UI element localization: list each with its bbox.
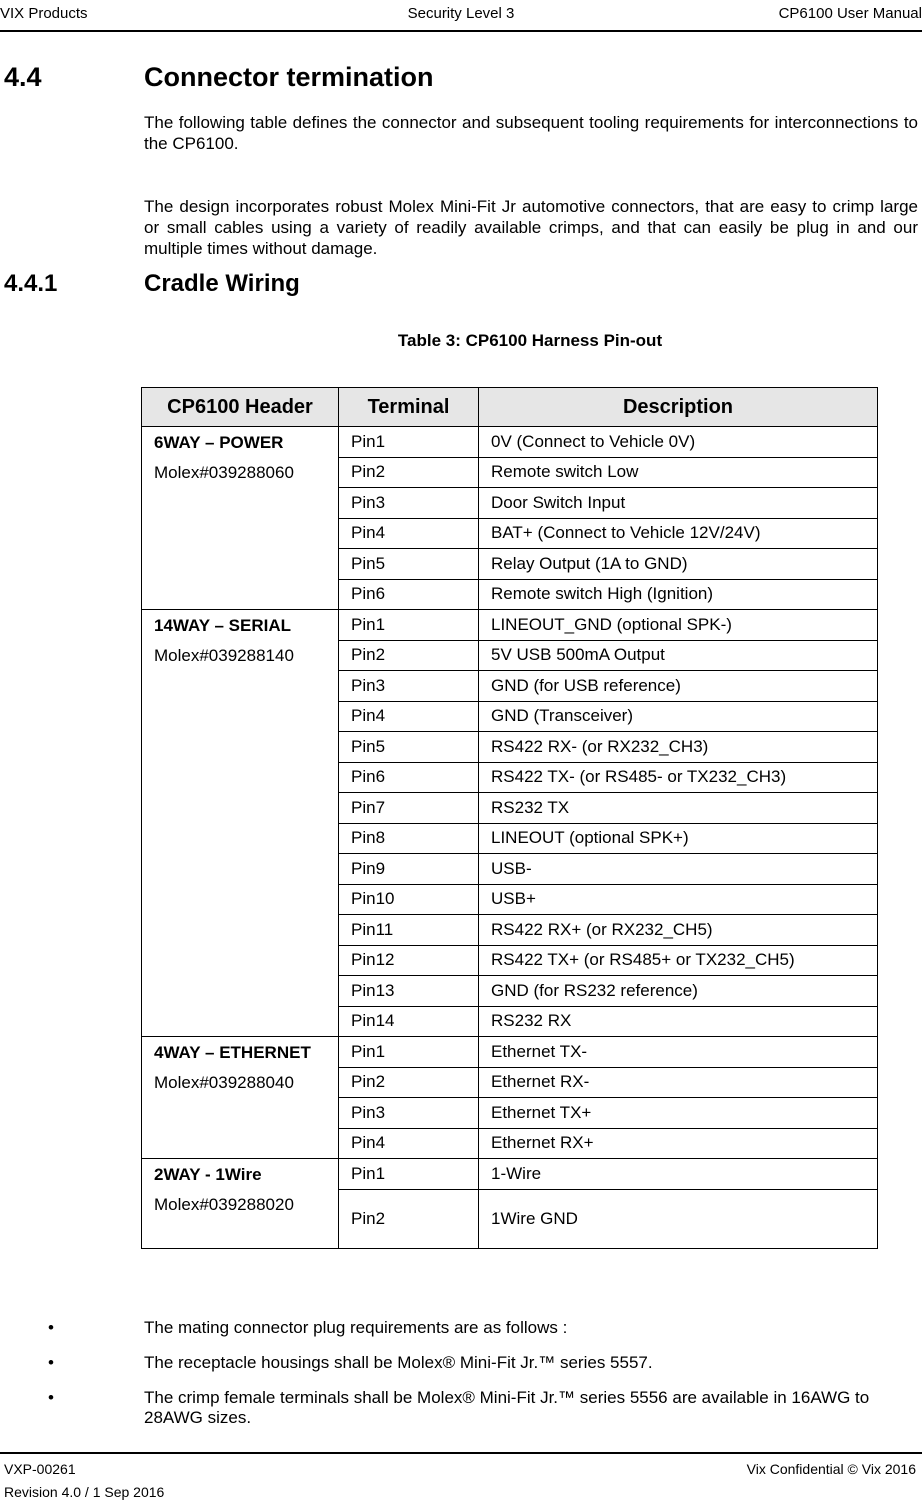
- page-footer: [0, 1452, 922, 1500]
- section-number: 4.4: [4, 62, 42, 92]
- table-row: [142, 610, 878, 641]
- terminal-cell: Pin1: [339, 1159, 479, 1190]
- section-heading: [4, 62, 434, 93]
- description-cell: Ethernet TX-: [479, 1037, 878, 1068]
- terminal-cell: Pin1: [339, 1037, 479, 1068]
- connector-part-number: Molex#039288060: [154, 463, 294, 482]
- terminal-cell: Pin4: [339, 701, 479, 732]
- description-cell: Relay Output (1A to GND): [479, 549, 878, 580]
- connector-group-cell: [142, 610, 339, 1037]
- description-cell: BAT+ (Connect to Vehicle 12V/24V): [479, 518, 878, 549]
- bullet-icon: •: [48, 1353, 54, 1372]
- description-cell: Remote switch Low: [479, 457, 878, 488]
- description-cell: 1Wire GND: [479, 1189, 878, 1248]
- terminal-cell: Pin10: [339, 884, 479, 915]
- bullet-icon: •: [48, 1388, 54, 1407]
- terminal-cell: Pin6: [339, 579, 479, 610]
- description-cell: RS232 RX: [479, 1006, 878, 1037]
- design-paragraph: The design incorporates robust Molex Mini-Fit Jr automotive connectors, that are easy to crimp large or small cables using a variety of readily available crimps, and that can easily be plug in and our multiple times without damage.: [144, 197, 918, 258]
- table-row: [142, 1037, 878, 1068]
- bullet-text: The crimp female terminals shall be Molex® Mini-Fit Jr.™ series 5556 are available in 16AWG to 28AWG sizes.: [144, 1388, 870, 1427]
- terminal-cell: Pin12: [339, 945, 479, 976]
- connector-part-number: Molex#039288020: [154, 1195, 294, 1214]
- terminal-cell: Pin5: [339, 732, 479, 763]
- description-cell: LINEOUT_GND (optional SPK-): [479, 610, 878, 641]
- description-cell: GND (for RS232 reference): [479, 976, 878, 1007]
- table-header-row: [142, 388, 878, 427]
- terminal-cell: Pin4: [339, 1128, 479, 1159]
- header-document-title: CP6100 User Manual: [778, 5, 922, 22]
- description-cell: USB-: [479, 854, 878, 885]
- description-cell: Remote switch High (Ignition): [479, 579, 878, 610]
- subsection-number: 4.4.1: [4, 270, 58, 297]
- terminal-cell: Pin7: [339, 793, 479, 824]
- description-cell: Ethernet RX+: [479, 1128, 878, 1159]
- column-header-description: Description: [479, 388, 878, 427]
- description-cell: USB+: [479, 884, 878, 915]
- connector-group-cell: [142, 1037, 339, 1159]
- description-cell: RS422 RX- (or RX232_CH3): [479, 732, 878, 763]
- footer-revision: Revision 4.0 / 1 Sep 2016: [4, 1484, 165, 1500]
- description-cell: Door Switch Input: [479, 488, 878, 519]
- connector-group-title: 14WAY – SERIAL: [154, 616, 292, 635]
- list-item: [48, 1353, 918, 1373]
- footer-confidential: Vix Confidential © Vix 2016: [746, 1461, 916, 1477]
- terminal-cell: Pin14: [339, 1006, 479, 1037]
- terminal-cell: Pin2: [339, 1189, 479, 1248]
- terminal-cell: Pin3: [339, 488, 479, 519]
- description-cell: Ethernet RX-: [479, 1067, 878, 1098]
- description-cell: GND (for USB reference): [479, 671, 878, 702]
- connector-group-cell: [142, 1159, 339, 1249]
- terminal-cell: Pin8: [339, 823, 479, 854]
- table-caption: Table 3: CP6100 Harness Pin-out: [397, 331, 663, 350]
- description-cell: RS422 TX+ (or RS485+ or TX232_CH5): [479, 945, 878, 976]
- terminal-cell: Pin5: [339, 549, 479, 580]
- connector-group-title: 2WAY - 1Wire: [154, 1165, 262, 1184]
- list-item: [48, 1388, 918, 1428]
- terminal-cell: Pin2: [339, 1067, 479, 1098]
- description-cell: LINEOUT (optional SPK+): [479, 823, 878, 854]
- column-header-terminal: Terminal: [339, 388, 479, 427]
- footer-doc-id: VXP-00261: [4, 1461, 76, 1477]
- connector-part-number: Molex#039288140: [154, 646, 294, 665]
- bullet-text: The receptacle housings shall be Molex® Mini-Fit Jr.™ series 5557.: [144, 1353, 653, 1372]
- harness-pinout-table: [141, 387, 878, 1249]
- terminal-cell: Pin4: [339, 518, 479, 549]
- terminal-cell: Pin11: [339, 915, 479, 946]
- header-security-level: Security Level 3: [407, 5, 515, 22]
- table-row: [142, 1159, 878, 1190]
- terminal-cell: Pin1: [339, 610, 479, 641]
- section-title: Connector termination: [144, 62, 434, 92]
- bullet-icon: •: [48, 1318, 54, 1337]
- description-cell: 1-Wire: [479, 1159, 878, 1190]
- list-item: [48, 1318, 918, 1338]
- terminal-cell: Pin6: [339, 762, 479, 793]
- description-cell: Ethernet TX+: [479, 1098, 878, 1129]
- terminal-cell: Pin9: [339, 854, 479, 885]
- table-body: [142, 427, 878, 1249]
- requirements-list: [48, 1318, 918, 1443]
- column-header-cp6100-header: CP6100 Header: [142, 388, 339, 427]
- connector-group-title: 6WAY – POWER: [154, 433, 284, 452]
- header-company: VIX Products: [0, 5, 88, 22]
- description-cell: 0V (Connect to Vehicle 0V): [479, 427, 878, 458]
- terminal-cell: Pin3: [339, 671, 479, 702]
- bullet-text: The mating connector plug requirements are as follows :: [144, 1318, 568, 1337]
- terminal-cell: Pin13: [339, 976, 479, 1007]
- description-cell: RS422 RX+ (or RX232_CH5): [479, 915, 878, 946]
- subsection-title: Cradle Wiring: [144, 270, 300, 297]
- connector-part-number: Molex#039288040: [154, 1073, 294, 1092]
- terminal-cell: Pin2: [339, 457, 479, 488]
- table-row: [142, 427, 878, 458]
- intro-paragraph: The following table defines the connector and subsequent tooling requirements for interconnections to the CP6100.: [144, 113, 918, 153]
- subsection-heading: [4, 270, 300, 298]
- connector-group-title: 4WAY – ETHERNET: [154, 1043, 311, 1062]
- description-cell: RS422 TX- (or RS485- or TX232_CH3): [479, 762, 878, 793]
- terminal-cell: Pin2: [339, 640, 479, 671]
- terminal-cell: Pin3: [339, 1098, 479, 1129]
- page-header: [0, 0, 922, 32]
- description-cell: 5V USB 500mA Output: [479, 640, 878, 671]
- description-cell: GND (Transceiver): [479, 701, 878, 732]
- connector-group-cell: [142, 427, 339, 610]
- description-cell: RS232 TX: [479, 793, 878, 824]
- terminal-cell: Pin1: [339, 427, 479, 458]
